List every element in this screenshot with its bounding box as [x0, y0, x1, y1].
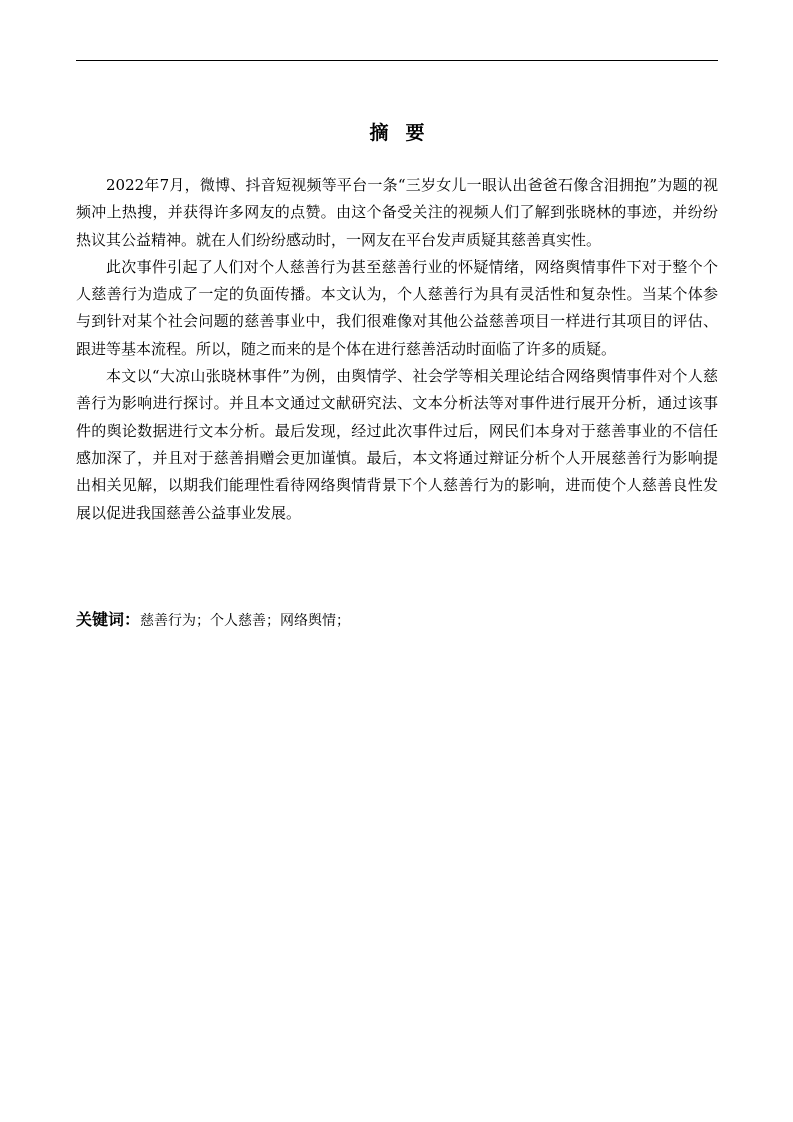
abstract-paragraph-3: 本文以“大凉山张晓林事件”为例，由舆情学、社会学等相关理论结合网络舆情事件对个人慈善行为影响进行探讨。并且本文通过文献研究法、文本分析法等对事件进行展开分析，通过该事件的舆论数据进行文本分析。最后发现，经过此次事件过后，网民们本身对于慈善事业的不信任感加深了，并且对于慈善捐赠会更加谨慎。最后，本文将通过辩证分析个人开展慈善行为影响提出相关见解，以期我们能理性看待网络舆情背景下个人慈善行为的影响，进而使个人慈善良性发展以促进我国慈善公益事业发展。	[76, 367, 718, 522]
keywords-value: 慈善行为；个人慈善；网络舆情；	[140, 613, 351, 629]
abstract-paragraph-1: 2022年7月，微博、抖音短视频等平台一条“三岁女儿一眼认出爸爸石像含泪拥抱”为题的视频冲上热搜，并获得许多网友的点赞。由这个备受关注的视频人们了解到张晓林的事迹，并纷纷热议其公益精神。就在人们纷纷感动时，一网友在平台发声质疑其慈善真实性。	[76, 176, 718, 249]
abstract-body	[76, 172, 718, 527]
keywords-line	[76, 606, 718, 635]
header-rule	[76, 60, 718, 61]
abstract-title: 摘要	[369, 122, 442, 144]
abstract-paragraph-2: 此次事件引起了人们对个人慈善行为甚至慈善行业的怀疑情绪，网络舆情事件下对于整个个人慈善行为造成了一定的负面传播。本文认为，个人慈善行为具有灵活性和复杂性。当某个体参与到针对某个社会问题的慈善事业中，我们很难像对其他公益慈善项目一样进行其项目的评估、跟进等基本流程。所以，随之而来的是个体在进行慈善活动时面临了许多的质疑。	[76, 257, 718, 358]
keywords-label: 关键词：	[76, 610, 141, 629]
